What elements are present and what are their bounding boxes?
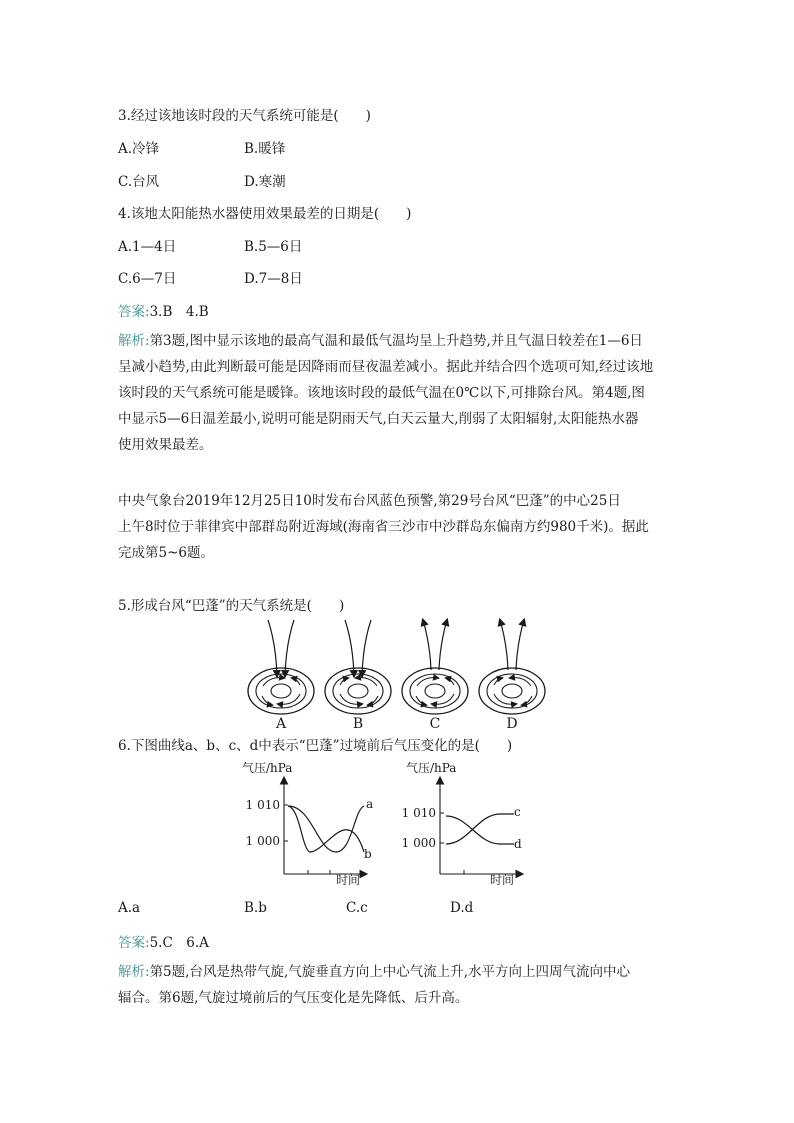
tick-label: 1 010: [245, 798, 280, 812]
answer-label: 答案:: [118, 935, 150, 951]
intro-line: 上午8时位于菲律宾中部群岛附近海域(海南省三沙市中沙群岛东偏南方约980千米)。据此: [118, 519, 649, 535]
q6-option-b: B.b: [244, 900, 267, 916]
q3-option-a: A.冷锋: [118, 141, 160, 157]
intro-line: 中央气象台2019年12月25日10时发布台风蓝色预警,第29号台风“巴蓬”的中心25日: [118, 493, 621, 509]
q6-option-a: A.a: [118, 900, 141, 916]
question-5: 5.形成台风“巴蓬”的天气系统是( ): [118, 598, 345, 614]
y-axis-label: 气压/hPa: [242, 761, 293, 775]
curve-a: [288, 806, 364, 852]
q3-option-b: B.暖锋: [244, 141, 286, 157]
analysis-line: 辐合。第6题,气旋过境前后的气压变化是先降低、后升高。: [118, 990, 469, 1006]
figure-label-c: C: [429, 716, 441, 732]
analysis-block-2: [118, 959, 678, 1011]
q4-option-a: A.1—4日: [118, 239, 177, 255]
figure-label-a: A: [275, 716, 287, 732]
analysis-block-1: [118, 328, 678, 458]
analysis-line: 第3题,图中显示该地的最高气温和最低气温均呈上升趋势,并且气温日较差在1—6日: [149, 333, 643, 349]
question-3: 3.经过该地该时段的天气系统可能是( ): [118, 108, 371, 124]
analysis-line: 使用效果最差。: [118, 437, 213, 453]
figure-label-b: B: [352, 716, 364, 732]
analysis-label: 解析:: [118, 964, 150, 980]
curve-label-d: d: [514, 837, 522, 851]
analysis-line: 第5题,台风是热带气旋,气旋垂直方向上中心气流上升,水平方向上四周气流向中心: [149, 964, 631, 980]
q4-option-d: D.7—8日: [244, 271, 303, 287]
q3-option-d: D.寒潮: [244, 174, 286, 190]
curve-label-b: b: [364, 847, 372, 861]
answer-text: 5.C 6.A: [149, 935, 209, 951]
curve-d: [446, 816, 514, 844]
x-axis-label: 时间: [336, 873, 361, 887]
intro-line: 完成第5~6题。: [118, 545, 214, 561]
curve-label-a: a: [366, 797, 374, 811]
curve-label-c: c: [514, 805, 521, 819]
cyclone-diagram-d: [479, 620, 545, 714]
answer-block-2: [118, 931, 209, 951]
cyclone-diagram-a: [248, 620, 314, 714]
analysis-line: 呈减小趋势,由此判断最可能是因降雨而昼夜温差减小。据此并结合四个选项可知,经过该地: [118, 359, 654, 375]
q6-option-d: D.d: [450, 900, 474, 916]
tick-label: 1 010: [401, 806, 436, 820]
question-6: 6.下图曲线a、b、c、d中表示“巴蓬”过境前后气压变化的是( ): [118, 738, 513, 754]
question-4: 4.该地太阳能热水器使用效果最差的日期是( ): [118, 206, 412, 222]
figure-label-d: D: [506, 716, 518, 732]
pressure-chart-right: [402, 760, 522, 887]
cyclone-figure: [240, 614, 560, 732]
q3-option-c: C.台风: [118, 174, 160, 190]
answer-label: 答案:: [118, 304, 150, 320]
answer-text: 3.B 4.B: [149, 304, 209, 320]
intro-paragraph: [118, 488, 678, 566]
q4-option-b: B.5—6日: [244, 239, 303, 255]
q6-option-c: C.c: [346, 900, 368, 916]
answer-block-1: [118, 300, 209, 320]
pressure-charts: [238, 756, 558, 892]
analysis-label: 解析:: [118, 333, 150, 349]
tick-label: 1 000: [245, 834, 280, 848]
tick-label: 1 000: [401, 836, 436, 850]
cyclone-diagram-c: [402, 620, 468, 714]
x-axis-label: 时间: [490, 873, 515, 887]
analysis-line: 中显示5—6日温差最小,说明可能是阴雨天气,白天云量大,削弱了太阳辐射,太阳能热水器: [118, 411, 639, 427]
cyclone-diagram-b: [325, 620, 391, 714]
analysis-line: 该时段的天气系统可能是暖锋。该地该时段的最低气温在0℃以下,可排除台风。第4题,图: [118, 385, 645, 401]
y-axis-label: 气压/hPa: [406, 761, 457, 775]
pressure-chart-left: [242, 760, 373, 887]
q4-option-c: C.6—7日: [118, 271, 177, 287]
